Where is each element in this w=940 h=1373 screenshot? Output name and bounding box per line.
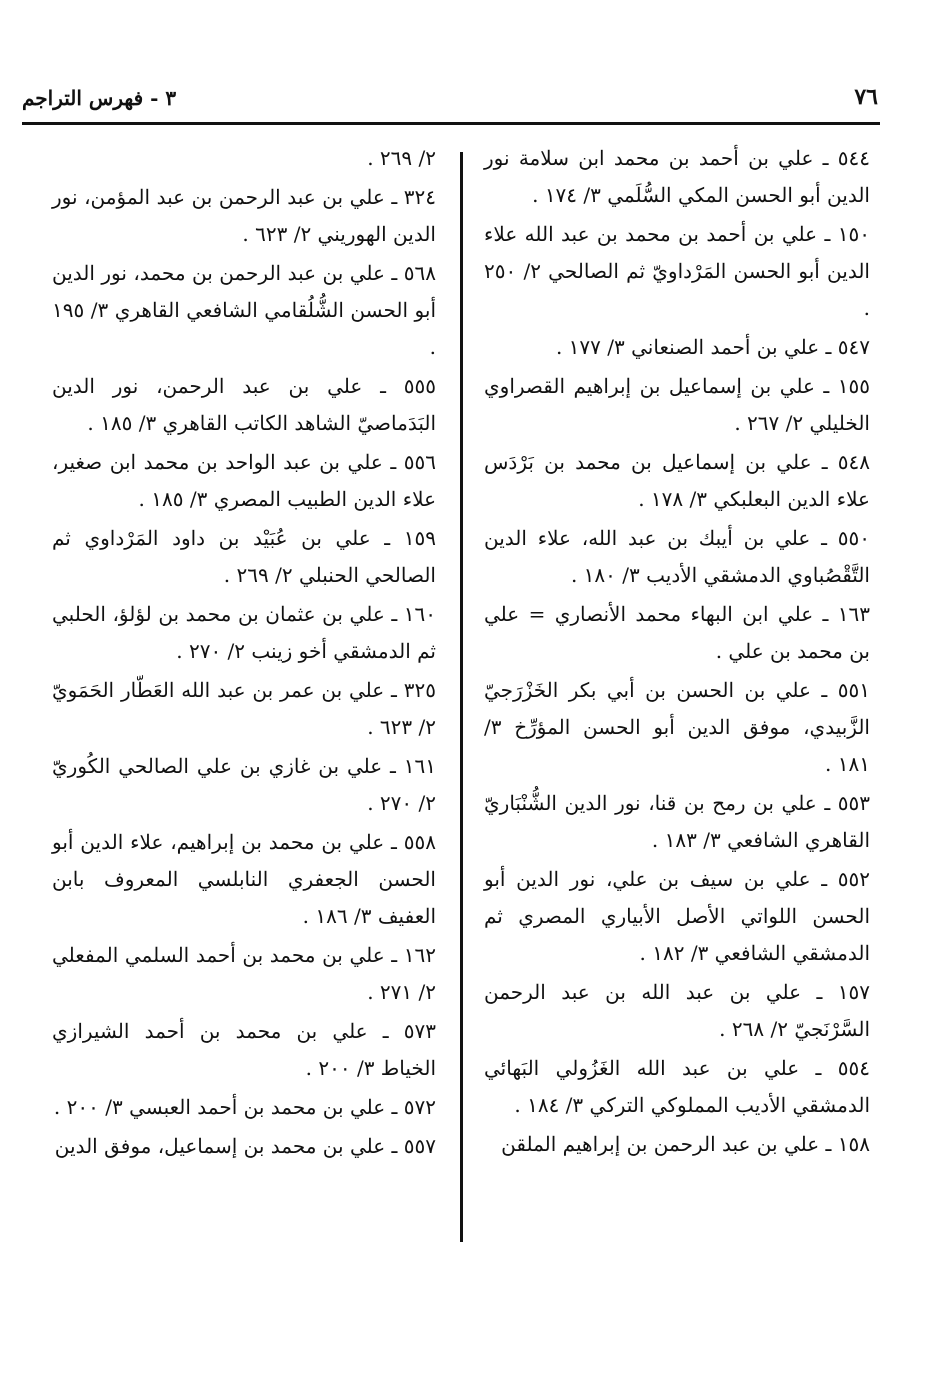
index-entry: ٥٥٢ ـ علي بن سيف بن علي، نور الدين أبو الحسن اللواتي الأصل الأبياري المصري ثم الدمشقي الشافعي ٣/ ١٨٢ . bbox=[484, 867, 870, 965]
section-title: ٣ - فهرس التراجم bbox=[22, 86, 177, 110]
index-entry: ٥٥٨ ـ علي بن محمد بن إبراهيم، علاء الدين أبو الحسن الجعفري النابلسي المعروف بابن العفيف ٣/ ١٨٦ . bbox=[52, 830, 436, 928]
index-entry: ٥٥٧ ـ علي بن محمد بن إسماعيل، موفق الدين bbox=[54, 1134, 436, 1158]
page-number: ٧٦ bbox=[854, 84, 878, 110]
index-entry: ٥٥٠ ـ علي بن أيبك بن عبد الله، علاء الدين التَّقْصُباوي الدمشقي الأديب ٣/ ١٨٠ . bbox=[484, 526, 870, 587]
index-entry: ١٦٢ ـ علي بن محمد بن أحمد السلمي المفعلي ٢/ ٢٧١ . bbox=[52, 943, 436, 1004]
column-divider bbox=[460, 152, 463, 1242]
index-entry: ١٥٧ ـ علي بن عبد الله بن عبد الرحمن السَّرْنَجيّ ٢/ ٢٦٨ . bbox=[484, 980, 870, 1041]
index-entry: ٣٢٤ ـ علي بن عبد الرحمن بن عبد المؤمن، نور الدين الهوريني ٢/ ٦٢٣ . bbox=[52, 185, 436, 246]
right-column bbox=[484, 140, 870, 1165]
index-entry: ٥٥١ ـ علي بن الحسن بن أبي بكر الخَزْرَجيّ الزَّبيدي، موفق الدين أبو الحسن المؤرِّخ ٣/ ١٨١ . bbox=[484, 678, 870, 776]
index-entry: ١٦١ ـ علي بن غازي بن علي الصالحي الكُوريّ ٢/ ٢٧٠ . bbox=[52, 754, 436, 815]
index-entry: ١٥٨ ـ علي بن عبد الرحمن بن إبراهيم الملقن bbox=[501, 1132, 870, 1156]
index-entry: ٥٤٨ ـ علي بن إسماعيل بن محمد بن بَرْدَس علاء الدين البعلبكي ٣/ ١٧٨ . bbox=[484, 450, 870, 511]
index-entry: ١٦٠ ـ علي بن عثمان بن محمد بن لؤلؤ، الحلبي ثم الدمشقي أخو زينب ٢/ ٢٧٠ . bbox=[52, 602, 436, 663]
index-entry: ٢/ ٢٦٩ . bbox=[367, 146, 436, 170]
index-entry: ١٥٠ ـ علي بن أحمد بن محمد بن عبد الله علاء الدين أبو الحسن المَرْداويّ ثم الصالحي ٢/ ٢٥٠ . bbox=[484, 222, 870, 320]
index-entry: ٥٥٦ ـ علي بن عبد الواحد بن محمد ابن صغير، علاء الدين الطبيب المصري ٣/ ١٨٥ . bbox=[52, 450, 436, 511]
header-rule bbox=[22, 122, 880, 125]
left-column bbox=[52, 140, 436, 1167]
index-entry: ٥٥٥ ـ علي بن عبد الرحمن، نور الدين البَدَماصيّ الشاهد الكاتب القاهري ٣/ ١٨٥ . bbox=[52, 374, 436, 435]
index-entry: ٥٧٣ ـ علي بن محمد بن أحمد الشيرازي الخياط ٣/ ٢٠٠ . bbox=[52, 1019, 436, 1080]
index-entry: ٥٤٤ ـ علي بن أحمد بن محمد ابن سلامة نور الدين أبو الحسن المكي السُّلَمي ٣/ ١٧٤ . bbox=[484, 146, 870, 207]
index-entry: ٥٥٤ ـ علي بن عبد الله الغَزُولي البَهائي الدمشقي الأديب المملوكي التركي ٣/ ١٨٤ . bbox=[484, 1056, 870, 1117]
index-entry: ٥٧٢ ـ علي بن محمد بن أحمد العبسي ٣/ ٢٠٠ . bbox=[53, 1095, 436, 1119]
index-entry: ١٥٩ ـ علي بن عُبَيْد بن داود المَرْداوي ثم الصالحي الحنبلي ٢/ ٢٦٩ . bbox=[52, 526, 436, 587]
index-entry: ٥٥٣ ـ علي بن رمح بن قنا، نور الدين الشُّنْبَاريّ القاهري الشافعي ٣/ ١٨٣ . bbox=[484, 791, 870, 852]
index-entry: ١٥٥ ـ علي بن إسماعيل بن إبراهيم القصراوي الخليلي ٢/ ٢٦٧ . bbox=[484, 374, 870, 435]
index-entry: ١٦٣ ـ علي ابن البهاء محمد الأنصاري = علي بن محمد بن علي . bbox=[484, 602, 870, 663]
index-entry: ٥٦٨ ـ علي بن عبد الرحمن بن محمد، نور الدين أبو الحسن الشُّلُقامي الشافعي القاهري ٣/ ١٩٥ . bbox=[52, 261, 436, 359]
index-entry: ٥٤٧ ـ علي بن أحمد الصنعاني ٣/ ١٧٧ . bbox=[555, 335, 870, 359]
index-entry: ٣٢٥ ـ علي بن عمر بن عبد الله العَطّار الحَمَويّ ٢/ ٦٢٣ . bbox=[52, 678, 436, 739]
